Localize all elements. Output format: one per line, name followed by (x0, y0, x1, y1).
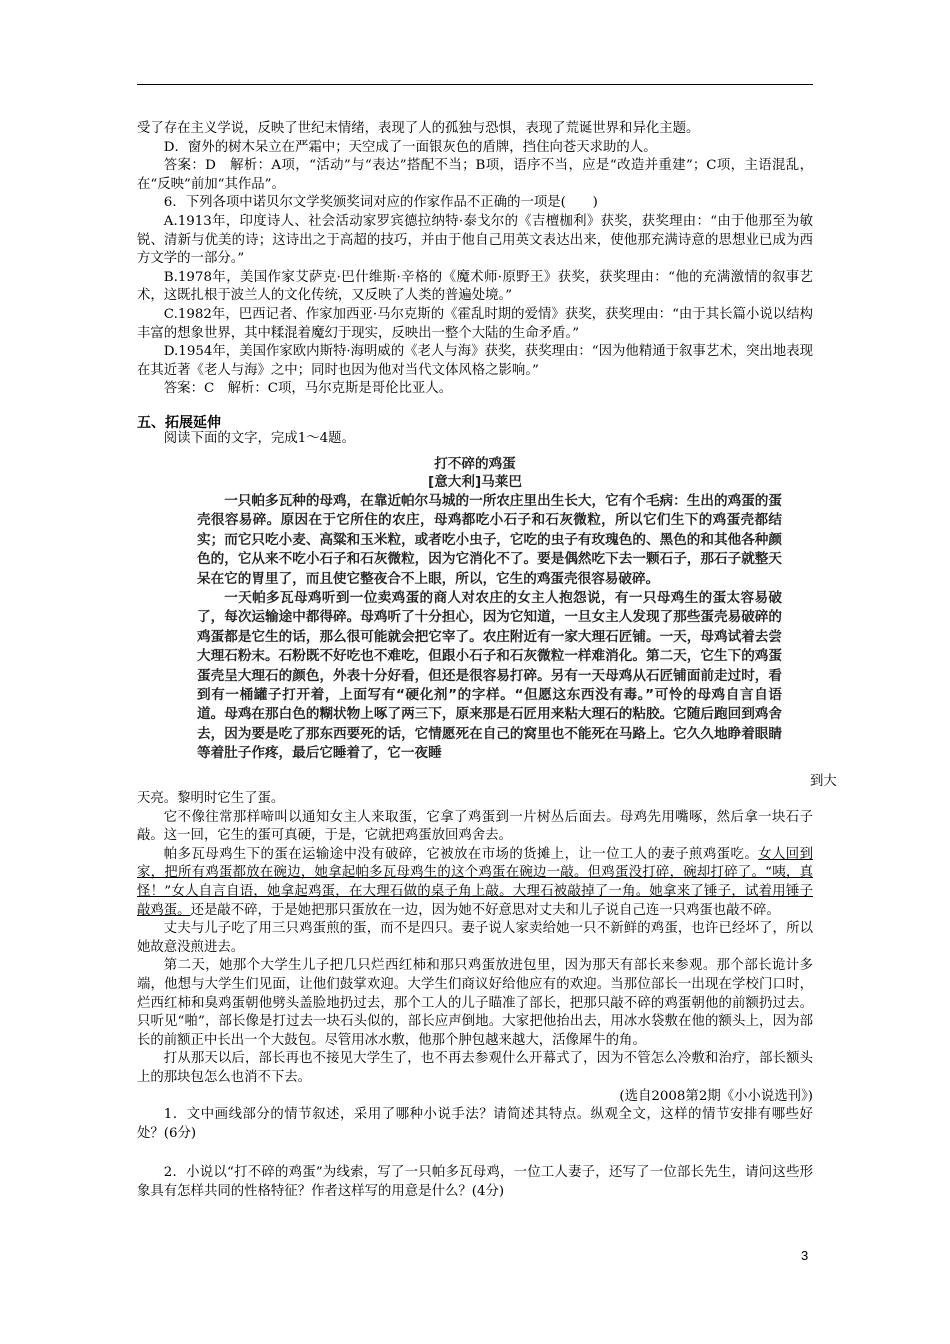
paragraph: 受了存在主义学说，反映了世纪末情绪，表现了人的孤独与恐惧，表现了荒诞世界和异化主题。 (137, 121, 700, 136)
question-6: 6．下列各项中诺贝尔文学奖颁奖词对应的作家作品不正确的一项是( ) (163, 195, 598, 211)
paragraph: 丈夫与儿子吃了用三只鸡蛋煎的蛋，而不是四只。妻子说人家卖给她一只不新鲜的鸡蛋，也许已经坏了，所以她故意没煎进去。 (137, 921, 813, 955)
option-a: A.1913年，印度诗人、社会活动家罗宾德拉纳特·泰戈尔的《吉檀枷利》获奖，获奖理由：“由于他那至为敏锐、清新与优美的诗；这诗出之于高超的技巧，并由于他自己用英文表达出来，使他那充满诗意的思想业已成为西方文学的一部分。” (137, 213, 813, 267)
paragraph: D．窗外的树木呆立在严霜中；天空成了一面银灰色的盾牌，挡住向苍天求助的人。 (163, 139, 657, 155)
story-title: 打不碎的鸡蛋 (434, 456, 516, 472)
story-author: [意大利]马莱巴 (428, 474, 522, 490)
option-d: D.1954年，美国作家欧内斯特·海明威的《老人与海》获奖，获奖理由：“因为他精通于叙事艺术，突出地表现在其近著《老人与海》之中；同时也因为他对当代文体风格之影响。” (137, 344, 813, 378)
section-heading: 五、拓展延伸 (137, 415, 221, 431)
paragraph (137, 846, 813, 920)
instruction: 阅读下面的文字，完成1～4题。 (163, 431, 355, 446)
answer-block (137, 120, 813, 399)
option-b: B.1978年，美国作家艾萨克·巴什维斯·辛格的《魔术师·原野王》获奖，获奖理由：“他的充满激情的叙事艺术，这既扎根于波兰人的文化传统，又反映了人类的普遍处境。” (137, 269, 813, 304)
answer: 答案：C 解析：C项，马尔克斯是哥伦比亚人。 (163, 381, 453, 397)
text-span: 还是敲不碎，于是她把那只蛋放在一边，因为她不好意思对丈夫和儿子说自己连一只鸡蛋也敲不碎。 (190, 902, 780, 918)
question-2: 2．小说以“打不碎的鸡蛋”为线索，写了一只帕多瓦母鸡，一位工人妻子，还写了一位部长先生，请问这些形象具有怎样共同的性格特征？作者这样写的用意是什么？(4分) (137, 1165, 813, 1199)
header-rule (137, 84, 813, 85)
page-number: 3 (801, 1248, 809, 1263)
text-span: 帕多瓦母鸡生下的蛋在运输途中没有破碎，它被放在市场的货摊上，让一位工人的妻子煎鸡蛋吃。 (163, 846, 759, 862)
paragraph: 答案：D 解析：A项，“活动”与“表达”搭配不当；B项，语序不当，应是“改造并重建”；C项，主语混乱，在“反映”前加“其作品”。 (137, 158, 813, 192)
paragraph: 天亮。黎明时它生了蛋。 (137, 791, 285, 806)
paragraph: 它不像往常那样啼叫以通知女主人来取蛋，它拿了鸡蛋到一片树丛后面去。母鸡先用嘴啄，然后拿一块石子敲。这一回，它生的蛋可真硬，于是，它就把鸡蛋放回鸡舍去。 (137, 809, 813, 844)
excerpt-paragraph: 一只帕多瓦种的母鸡，在靠近帕尔马城的一所农庄里出生长大，它有个毛病：生出的鸡蛋的蛋壳很容易碎。原因在于它所住的农庄，母鸡都吃小石子和石灰微粒，所以它们生下的鸡蛋壳都结实；而它只吃小麦、高粱和玉米粒，或者吃小虫子，它吃的虫子有玫瑰色的、黑色的和其他各种颜色的，它从来不吃小石子和石灰微粒，因为它消化不了。要是偶然吃下去一颗石子，那石子就整天呆在它的胃里了，而且使它整夜合不上眼，所以，它生的鸡蛋壳很容易破碎。 (197, 493, 782, 587)
paragraph: 第二天，她那个大学生儿子把几只烂西红柿和那只鸡蛋放进包里，因为那天有部长来参观。那个部长诡计多端，他想与大学生们见面，让他们鼓掌欢迎。大学生们商议好给他应有的欢迎。当那位部长一出现在学校门口时，烂西红柿和臭鸡蛋朝他劈头盖脸地扔过去，那个工人的儿子瞄准了部长，把那只敲不碎的鸡蛋朝他的前额扔过去。只听见“啪”，部长像是打过去一块石头似的，部长应声倒地。大家把他抬出去，用冰水袋敷在他的额头上，因为部长的前额正中长出一个大鼓包。尽管用冰水敷，他那个肿包越来越大，活像犀牛的角。 (137, 958, 813, 1048)
story-body (137, 790, 813, 1143)
paragraph: 打从那天以后，部长再也不接见大学生了，也不再去参观什么开幕式了，因为不管怎么冷敷和治疗，部长额头上的那块包怎么也消不下去。 (137, 1051, 813, 1085)
excerpt-paragraph: 一天帕多瓦母鸡听到一位卖鸡蛋的商人对农庄的女主人抱怨说，有一只母鸡生的蛋太容易破了，每次运输途中都得碎。母鸡听了十分担心，因为它知道，一旦女主人发现了那些蛋壳易破碎的鸡蛋都是它生的话，那么很可能就会把它宰了。农庄附近有一家大理石匠铺。一天，母鸡试着去尝大理石粉末。石粉既不好吃也不难吃，但跟小石子和石灰微粒一样难消化。第二天，它生下的鸡蛋蛋壳呈大理石的颜色，外表十分好看，但还是很容易打碎。另有一天母鸡从石匠铺面前走过时，看到有一桶罐子打开着，上面写有“硬化剂”的字样。“但愿这东西没有毒。”可怜的母鸡自言自语道。母鸡在那白色的糊状物上啄了两三下，原来那是石匠用来粘大理石的粘胶。它随后跑回到鸡舍去，因为要是吃了那东西要死的话，它情愿死在自己的窝里也不能死在马路上。它久久地睁着眼睛等着肚子作疼，最后它睡着了，它一夜睡 (197, 590, 782, 762)
option-c: C.1982年，巴西记者、作家加西亚·马尔克斯的《霍乱时期的爱情》获奖，获奖理由：“由于其长篇小说以结构丰富的想象世界，其中糅混着魔幻于现实，反映出一整个大陆的生命矛盾。” (137, 306, 813, 341)
question-block (137, 1164, 813, 1201)
excerpt-tail: 到大 (810, 774, 837, 789)
underlined-passage: 女人回到家，把所有鸡蛋都放在碗边，她拿起帕多瓦母鸡生的这个鸡蛋在碗边一敲。但鸡蛋没打碎，碗却打碎了。“咦，真怪！”女人自言自语，她拿起鸡蛋，在大理石做的桌子角上敲。大理石被敲掉了一角。她拿来了锤子，试着用锤子敲鸡蛋。 (137, 846, 813, 918)
handwritten-excerpt (197, 492, 782, 764)
instruction-block (137, 430, 813, 449)
question-1: 1．文中画线部分的情节叙述，采用了哪种小说手法？请简述其特点。纵观全文，这样的情节安排有哪些好处？(6分) (137, 1107, 813, 1141)
source-note: (选自2008第2期《小小说选刊》) (619, 1088, 813, 1104)
